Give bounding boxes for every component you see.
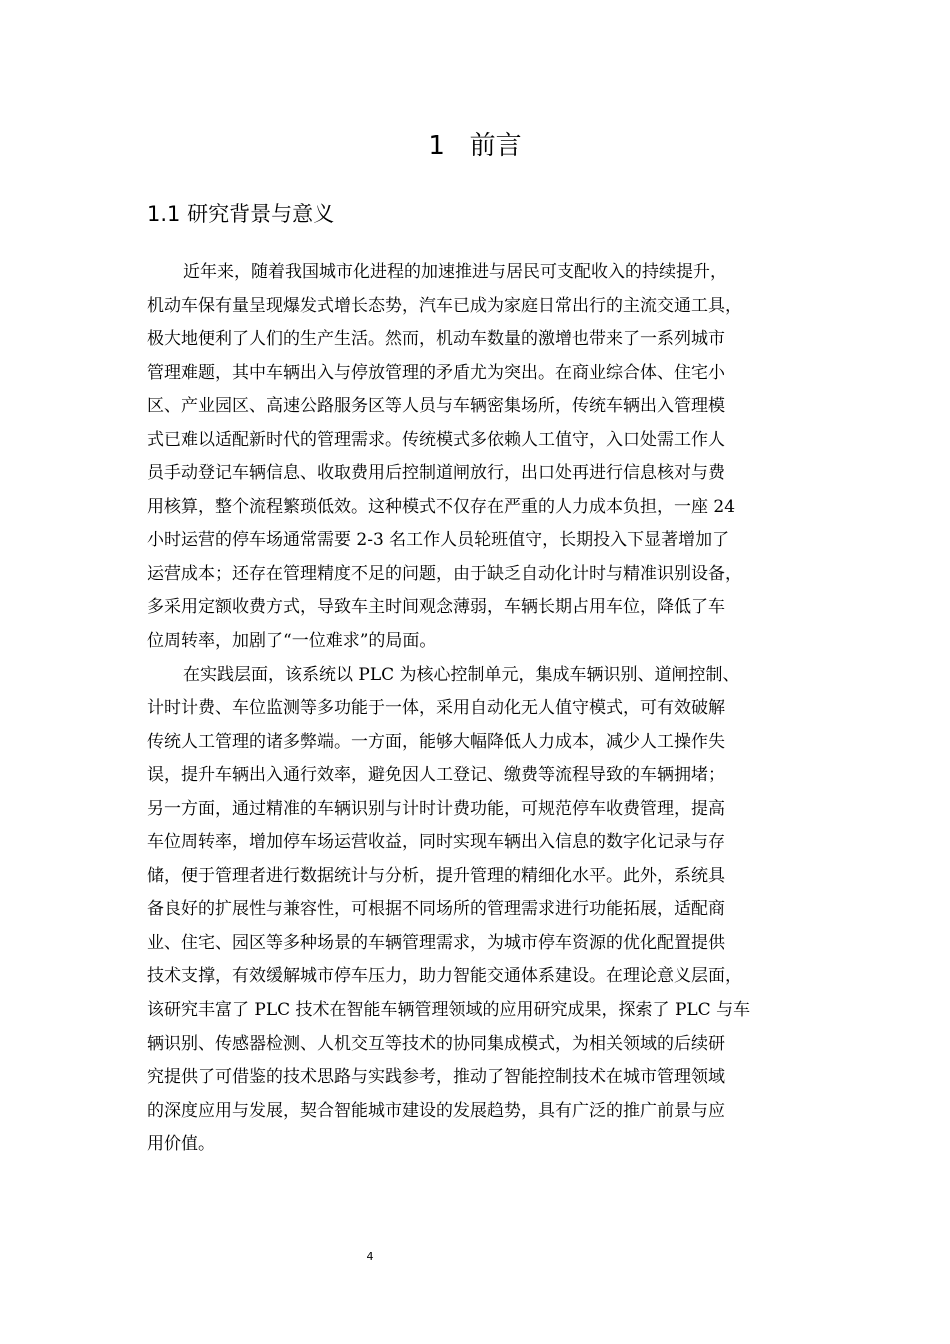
- text-line: 究提供了可借鉴的技术思路与实践参考，推动了智能控制技术在城市管理领域: [147, 1067, 725, 1088]
- text-line: 辆识别、传感器检测、人机交互等技术的协同集成模式，为相关领域的后续研: [147, 1033, 725, 1054]
- text-line: 该研究丰富了 PLC 技术在智能车辆管理领域的应用研究成果，探索了 PLC 与车: [147, 1000, 751, 1021]
- section-title: 1.1 研究背景与意义: [147, 202, 335, 226]
- text-line: 用价值。: [147, 1134, 215, 1155]
- text-line: 员手动登记车辆信息、收取费用后控制道闸放行，出口处再进行信息核对与费: [147, 463, 725, 484]
- text-line: 的深度应用与发展，契合智能城市建设的发展趋势，具有广泛的推广前景与应: [147, 1100, 725, 1121]
- text-line: 业、住宅、园区等多种场景的车辆管理需求，为城市停车资源的优化配置提供: [147, 932, 725, 953]
- text-line: 多采用定额收费方式，导致车主时间观念薄弱，车辆长期占用车位，降低了车: [147, 597, 725, 618]
- text-line: 式已难以适配新时代的管理需求。传统模式多依赖人工值守，入口处需工作人: [147, 429, 725, 450]
- text-line: 位周转率，加剧了“一位难求”的局面。: [147, 631, 437, 652]
- text-line: 用核算，整个流程繁琐低效。这种模式不仅存在严重的人力成本负担，一座 24: [147, 496, 736, 517]
- text-line: 储，便于管理者进行数据统计与分析，提升管理的精细化水平。此外，系统具: [147, 865, 725, 886]
- page-number: 4: [366, 1250, 374, 1263]
- text-line: 近年来，随着我国城市化进程的加速推进与居民可支配收入的持续提升，: [183, 262, 727, 282]
- text-line: 区、产业园区、高速公路服务区等人员与车辆密集场所，传统车辆出入管理模: [147, 396, 725, 417]
- text-line: 在实践层面，该系统以 PLC 为核心控制单元，集成车辆识别、道闸控制、: [183, 664, 740, 685]
- text-line: 备良好的扩展性与兼容性，可根据不同场所的管理需求进行功能拓展，适配商: [147, 899, 725, 920]
- text-line: 极大地便利了人们的生产生活。然而，机动车数量的激增也带来了一系列城市: [147, 329, 725, 350]
- text-line: 车位周转率，增加停车场运营收益，同时实现车辆出入信息的数字化记录与存: [147, 832, 725, 853]
- text-line: 管理难题，其中车辆出入与停放管理的矛盾尤为突出。在商业综合体、住宅小: [147, 362, 725, 383]
- text-line: 传统人工管理的诸多弊端。一方面，能够大幅降低人力成本，减少人工操作失: [147, 731, 725, 752]
- text-line: 另一方面，通过精准的车辆识别与计时计费功能，可规范停车收费管理，提高: [147, 798, 725, 819]
- text-line: 机动车保有量呈现爆发式增长态势，汽车已成为家庭日常出行的主流交通工具，: [147, 295, 742, 316]
- text-line: 小时运营的停车场通常需要 2-3 名工作人员轮班值守，长期投入下显著增加了: [147, 530, 730, 551]
- text-line: 运营成本；还存在管理精度不足的问题，由于缺乏自动化计时与精准识别设备，: [147, 563, 742, 584]
- body-text: [147, 256, 817, 1162]
- text-line: 技术支撑，有效缓解城市停车压力，助力智能交通体系建设。在理论意义层面，: [147, 966, 742, 987]
- text-line: 计时计费、车位监测等多功能于一体，采用自动化无人值守模式，可有效破解: [147, 698, 725, 719]
- chapter-title: 1 前言: [428, 131, 522, 161]
- text-line: 误，提升车辆出入通行效率，避免因人工登记、缴费等流程导致的车辆拥堵；: [147, 765, 725, 786]
